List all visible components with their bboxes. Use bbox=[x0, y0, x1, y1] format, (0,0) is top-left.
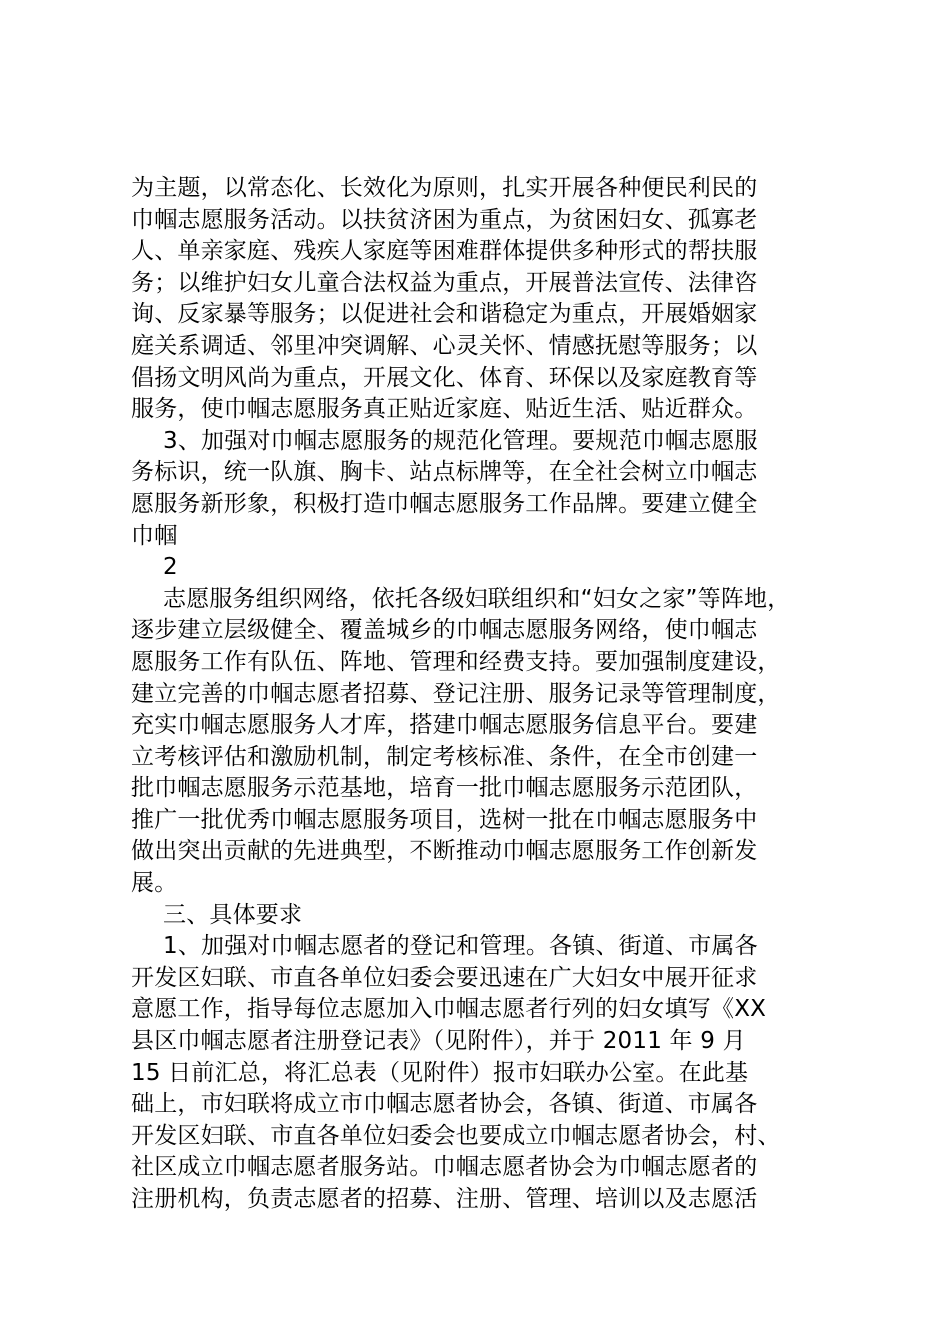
text-line: 愿服务工作有队伍、阵地、管理和经费支持。要加强制度建设， bbox=[131, 648, 781, 675]
text-line: 倡扬文明风尚为重点，开展文化、体育、环保以及家庭教育等 bbox=[131, 364, 758, 391]
text-line: 展。 bbox=[131, 870, 178, 897]
text-line: 建立完善的巾帼志愿者招募、登记注册、服务记录等管理制度， bbox=[131, 680, 781, 707]
text-line: 做出突出贡献的先进典型，不断推动巾帼志愿服务工作创新发 bbox=[131, 838, 758, 865]
text-line: 县区巾帼志愿者注册登记表》（见附件），并于 2011 年 9 月 bbox=[131, 1028, 746, 1055]
text-line: 立考核评估和激励机制，制定考核标准、条件，在全市创建一 bbox=[131, 743, 758, 770]
text-line: 15 日前汇总，将汇总表（见附件）报市妇联办公室。在此基 bbox=[131, 1059, 749, 1086]
text-line: 社区成立巾帼志愿者服务站。巾帼志愿者协会为巾帼志愿者的 bbox=[131, 1154, 758, 1181]
page-number: 2 bbox=[163, 554, 178, 581]
text-line: 为主题，以常态化、长效化为原则，扎实开展各种便民利民的 bbox=[131, 175, 758, 201]
text-line: 巾帼志愿服务活动。以扶贫济困为重点，为贫困妇女、孤寡老 bbox=[131, 206, 758, 233]
paragraph-start: 志愿服务组织网络，依托各级妇联组织和“妇女之家”等阵地， bbox=[163, 585, 791, 612]
text-line: 逐步建立层级健全、覆盖城乡的巾帼志愿服务网络，使巾帼志 bbox=[131, 617, 758, 644]
text-line: 开发区妇联、市直各单位妇委会要迅速在广大妇女中展开征求 bbox=[131, 964, 758, 991]
paragraph-start: 1、加强对巾帼志愿者的登记和管理。各镇、街道、市属各 bbox=[163, 933, 758, 960]
section-heading: 三、具体要求 bbox=[163, 901, 303, 928]
document-body bbox=[131, 173, 831, 1216]
text-line: 批巾帼志愿服务示范基地，培育一批巾帼志愿服务示范团队， bbox=[131, 775, 758, 802]
text-line: 充实巾帼志愿服务人才库，搭建巾帼志愿服务信息平台。要建 bbox=[131, 712, 758, 739]
text-line: 意愿工作，指导每位志愿加入巾帼志愿者行列的妇女填写《XX bbox=[131, 996, 767, 1023]
text-line: 开发区妇联、市直各单位妇委会也要成立巾帼志愿者协会，村、 bbox=[131, 1122, 781, 1149]
text-line: 服务，使巾帼志愿服务真正贴近家庭、贴近生活、贴近群众。 bbox=[131, 396, 758, 423]
text-line: 巾帼 bbox=[131, 522, 178, 549]
text-line: 愿服务新形象，积极打造巾帼志愿服务工作品牌。要建立健全 bbox=[131, 490, 758, 517]
text-line: 庭关系调适、邻里冲突调解、心灵关怀、情感抚慰等服务；以 bbox=[131, 332, 758, 359]
text-line: 人、单亲家庭、残疾人家庭等困难群体提供多种形式的帮扶服 bbox=[131, 238, 758, 265]
text-line: 询、反家暴等服务；以促进社会和谐稳定为重点，开展婚姻家 bbox=[131, 301, 758, 328]
text-line: 注册机构，负责志愿者的招募、注册、管理、培训以及志愿活 bbox=[131, 1186, 758, 1212]
text-line: 务；以维护妇女儿童合法权益为重点，开展普法宣传、法律咨 bbox=[131, 269, 758, 296]
text-line: 推广一批优秀巾帼志愿服务项目，选树一批在巾帼志愿服务中 bbox=[131, 806, 758, 833]
text-line: 础上，市妇联将成立市巾帼志愿者协会，各镇、街道、市属各 bbox=[131, 1091, 758, 1118]
text-line: 务标识，统一队旗、胸卡、站点标牌等，在全社会树立巾帼志 bbox=[131, 459, 758, 486]
paragraph-start: 3、加强对巾帼志愿服务的规范化管理。要规范巾帼志愿服 bbox=[163, 427, 758, 454]
